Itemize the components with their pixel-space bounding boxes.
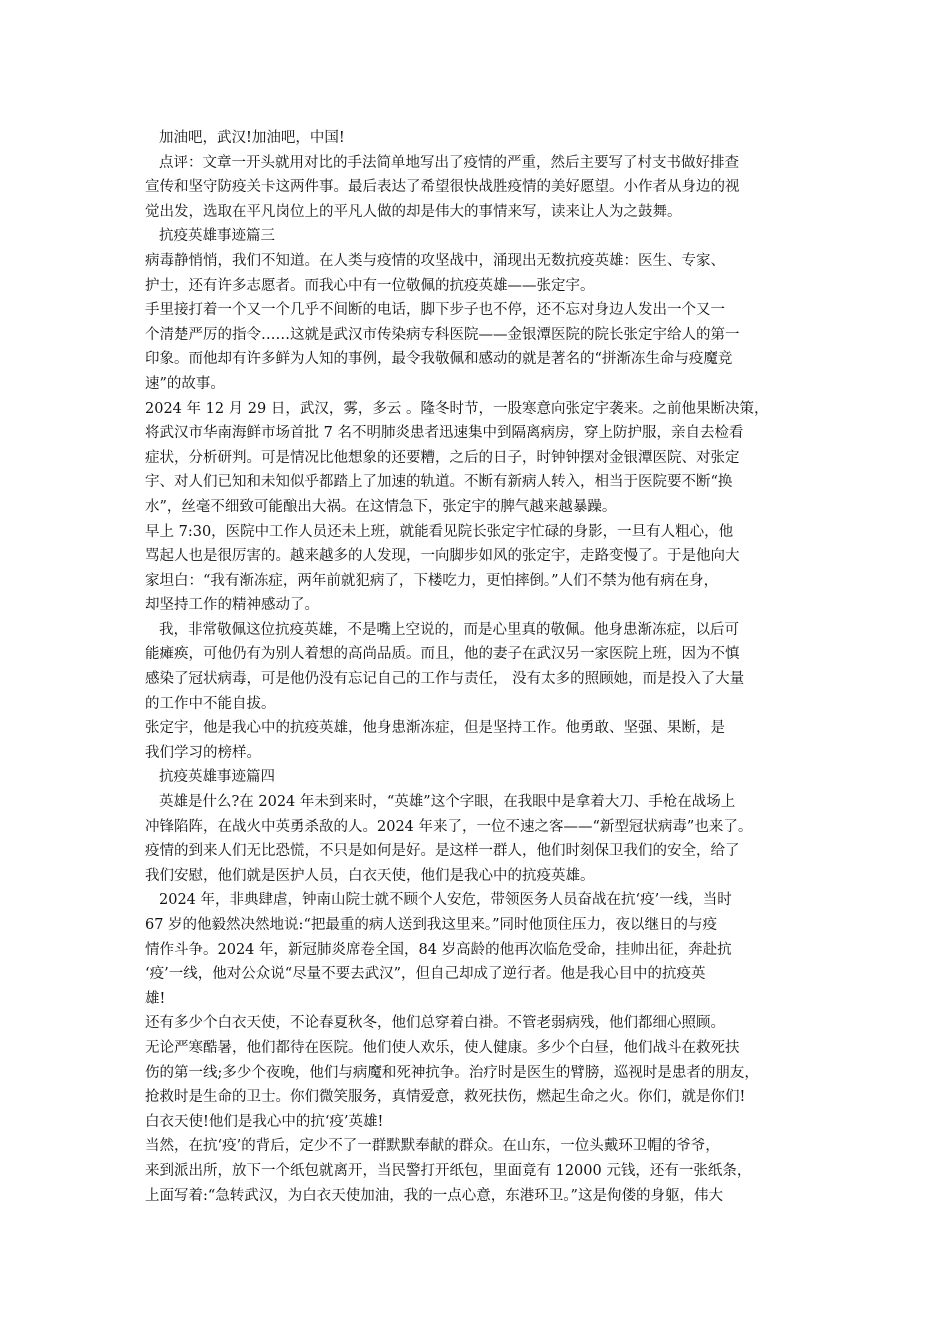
- text-line: 张定宇，他是我心中的抗疫英雄，他身患渐冻症，但是坚持工作。他勇敢、坚强、果断，是: [145, 720, 725, 737]
- text-line: 能瘫痪，可他仍有为别人着想的高尚品质。而且，他的妻子在武汉另一家医院上班，因为不慎: [145, 646, 740, 663]
- document-body: [145, 126, 805, 1208]
- text-line: 印象。而他却有许多鲜为人知的事例，最令我敬佩和感动的就是著名的“拼渐冻生命与疫魔竞: [145, 351, 733, 368]
- text-line: 却坚持工作的精神感动了。: [145, 597, 319, 614]
- text-line: 护士，还有许多志愿者。而我心中有一位敬佩的抗疫英雄——张定宇。: [145, 277, 595, 294]
- text-line: 宣传和坚守防疫关卡这两件事。最后表达了希望很快战胜疫情的美好愿望。小作者从身边的视: [145, 179, 740, 196]
- text-line: 手里接打着一个又一个几乎不间断的电话，脚下步子也不停，还不忘对身边人发出一个又一: [145, 302, 725, 319]
- text-line: 病毒静悄悄，我们不知道。在人类与疫情的攻坚战中，涌现出无数抗疫英雄：医生、专家、: [145, 252, 725, 269]
- text-line: 2024 年，非典肆虐，钟南山院士就不顾个人安危，带领医务人员奋战在抗‘疫’一线，当时: [159, 892, 732, 909]
- text-line: 67 岁的他毅然决然地说:“把最重的病人送到我这里来。”同时他顶住压力，夜以继日的与疫: [145, 917, 718, 933]
- text-line: 我们安慰，他们就是医护人员，白衣天使，他们是我心中的抗疫英雄。: [145, 867, 595, 884]
- text-line: 个清楚严厉的指令……这就是武汉市传染病专科医院——金银潭医院的院长张定宇给人的第一: [145, 326, 740, 343]
- text-line: 加油吧，武汉!加油吧，中国!: [159, 130, 345, 146]
- text-line: 当然，在抗‘疫’的背后，定少不了一群默默奉献的群众。在山东，一位头戴环卫帽的爷爷，: [145, 1138, 720, 1155]
- text-line: 的工作中不能自拔。: [145, 695, 276, 712]
- text-line: 2024 年 12 月 29 日，武汉，雾，多云 。隆冬时节，一股寒意向张定宇袭来。之前他果断决策，: [145, 400, 769, 417]
- text-line: 情作斗争。2024 年，新冠肺炎席卷全国，84 岁高龄的他再次临危受命，挂帅出征，奔赴抗: [145, 941, 732, 958]
- text-line: 速”的故事。: [145, 375, 225, 392]
- text-line: 来到派出所，放下一个纸包就离开，当民警打开纸包，里面竟有 12000 元钱，还有一张纸条，: [145, 1162, 752, 1179]
- text-line: 英雄是什么?在 2024 年未到来时，“英雄”这个字眼，在我眼中是拿着大刀、手枪在战场上: [159, 794, 736, 811]
- text-line: 抗疫英雄事迹篇三: [159, 228, 275, 245]
- text-line: 白衣天使!他们是我心中的抗‘疫’英雄!: [145, 1113, 384, 1130]
- text-line: 觉出发，选取在平凡岗位上的平凡人做的却是伟大的事情来写，读来让人为之鼓舞。: [145, 203, 682, 220]
- text-line: 我们学习的榜样。: [145, 744, 261, 761]
- text-line: 水”，丝毫不细致可能酿出大祸。在这情急下，张定宇的脾气越来越暴躁。: [145, 498, 617, 515]
- text-line: 骂起人也是很厉害的。越来越多的人发现，一向脚步如风的张定宇，走路变慢了。于是他向大: [145, 548, 740, 565]
- text-line: 上面写着:“急转武汉，为白衣天使加油，我的一点心意，东港环卫。”这是佝偻的身躯，伟大: [145, 1187, 723, 1204]
- text-line: 家坦白：“我有渐冻症，两年前就犯病了，下楼吃力，更怕摔倒。”人们不禁为他有病在身，: [145, 572, 719, 589]
- text-line: 抗疫英雄事迹篇四: [159, 769, 275, 786]
- text-line: 无论严寒酷暑，他们都待在医院。他们使人欢乐，使人健康。多少个白昼，他们战斗在救死扶: [145, 1039, 740, 1056]
- text-line: 疫情的到来人们无比恐慌，不只是如何是好。是这样一群人，他们时刻保卫我们的安全，给了: [145, 843, 740, 860]
- text-line: 症状，分析研判。可是情况比他想象的还要糟，之后的日子，时钟钟摆对金银潭医院、对张定: [145, 449, 740, 466]
- text-line: 将武汉市华南海鲜市场首批 7 名不明肺炎患者迅速集中到隔离病房，穿上防护服，亲自去检看: [145, 425, 744, 442]
- text-line: 感染了冠状病毒，可是他仍没有忘记自己的工作与责任， 没有太多的照顾她，而是投入了大量: [145, 671, 745, 688]
- text-line: 宇、对人们已知和未知似乎都踏上了加速的轨道。不断有新病人转入，相当于医院要不断“换: [145, 474, 733, 491]
- text-line: 还有多少个白衣天使，不论春夏秋冬，他们总穿着白褂。不管老弱病残，他们都细心照顾。: [145, 1015, 725, 1032]
- text-line: 雄!: [145, 990, 166, 1007]
- text-line: 伤的第一线;多少个夜晚，他们与病魔和死神抗争。治疗时是医生的臂膀，巡视时是患者的朋友，: [145, 1064, 759, 1081]
- text-line: ‘疫’一线，他对公众说“尽量不要去武汉”，但自己却成了逆行者。他是我心目中的抗疫英: [145, 966, 706, 983]
- text-line: 早上 7:30，医院中工作人员还未上班，就能看见院长张定宇忙碌的身影，一旦有人粗心，他: [145, 523, 734, 540]
- text-line: 抢救时是生命的卫士。你们微笑服务，真情爱意，救死扶伤，燃起生命之火。你们，就是你们!: [145, 1089, 746, 1106]
- text-line: 点评：文章一开头就用对比的手法简单地写出了疫情的严重，然后主要写了村支书做好排查: [159, 154, 739, 171]
- text-line: 冲锋陷阵，在战火中英勇杀敌的人。2024 年来了，一位不速之客——“新型冠状病毒”也来了。: [145, 818, 753, 835]
- text-line: 我，非常敬佩这位抗疫英雄，不是嘴上空说的，而是心里真的敬佩。他身患渐冻症，以后可: [159, 621, 739, 638]
